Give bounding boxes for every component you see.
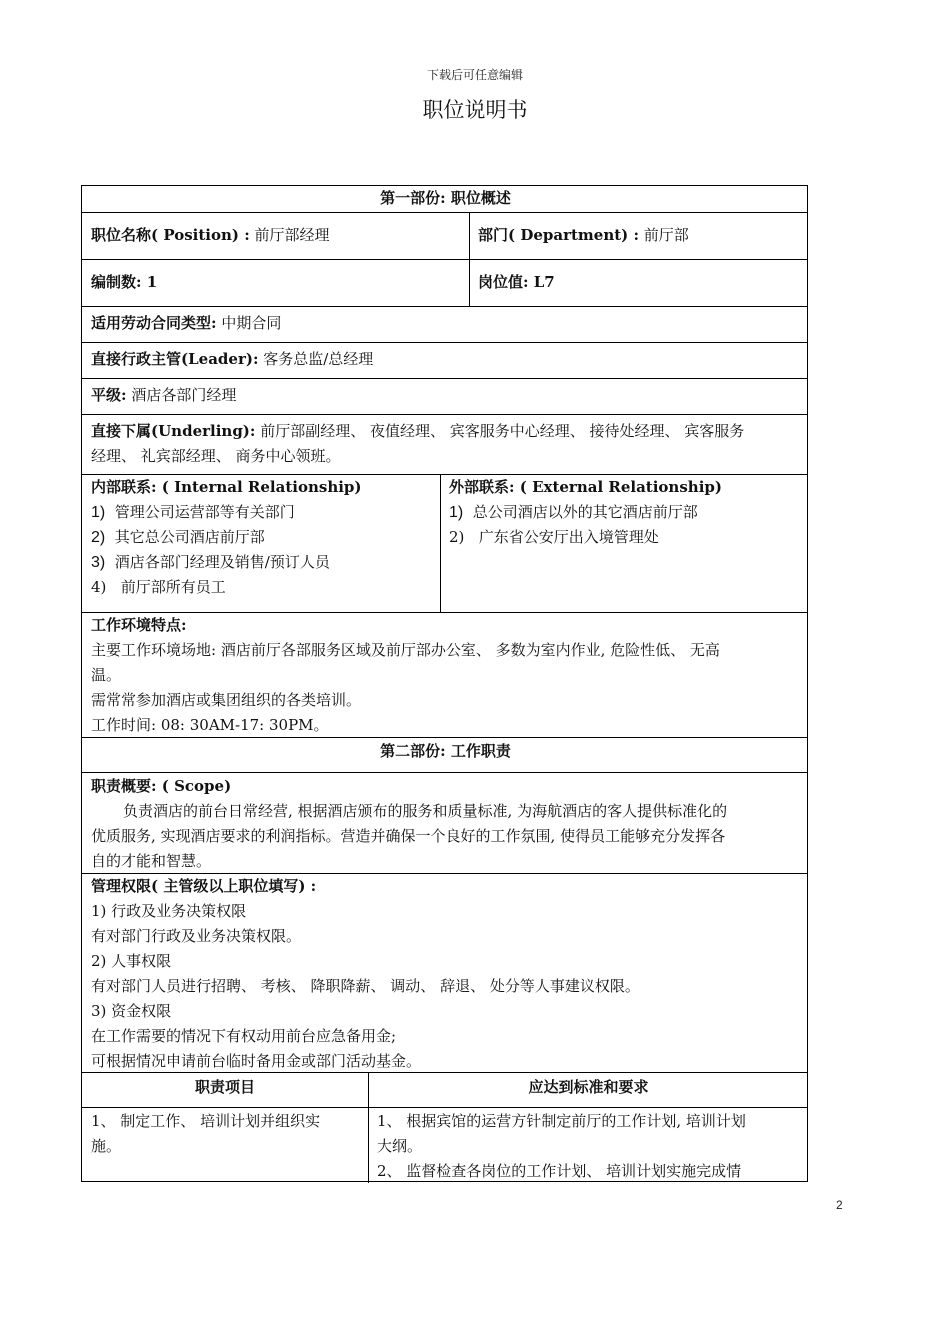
authority-cell <box>82 874 809 1074</box>
scope-line: 负责酒店的前台日常经营, 根据酒店颁布的服务和质量标准, 为海航酒店的客人提供标准化的 <box>123 802 728 820</box>
internal-item <box>91 525 431 550</box>
leader-cell <box>82 347 809 372</box>
job-description-table <box>81 185 808 1182</box>
environment-line: 主要工作环境场地: 酒店前厅各部服务区域及前厅部办公室、 多数为室内作业, 危险性低、 无高 <box>91 641 720 659</box>
external-item <box>449 500 800 525</box>
environment-line: 需常常参加酒店或集团组织的各类培训。 <box>91 691 362 709</box>
authority-line: 在工作需要的情况下有权动用前台应急备用金; <box>91 1027 397 1045</box>
internal-item-text: 酒店各部门经理及销售/预订人员 <box>114 553 330 571</box>
internal-item <box>91 550 431 575</box>
external-item <box>449 525 800 550</box>
duty-standard-cell <box>368 1109 809 1184</box>
part2-heading: 第二部份: 工作职责 <box>380 742 511 760</box>
peer-cell <box>82 383 809 408</box>
scope-label: 职责概要: ( Scope) <box>91 777 232 795</box>
rule <box>82 414 807 415</box>
scope-cell <box>82 774 809 874</box>
grade-label: 岗位值: L7 <box>478 273 555 291</box>
environment-line: 工作时间: 08: 30AM-17: 30PM。 <box>91 716 329 734</box>
environment-cell <box>82 613 809 738</box>
rule <box>82 378 807 379</box>
external-item-number: 2) <box>449 528 465 546</box>
authority-line: 3) 资金权限 <box>91 1002 172 1020</box>
duty-standard-line: 2、 监督检查各岗位的工作计划、 培训计划实施完成情 <box>377 1162 742 1180</box>
part1-heading: 第一部份: 职位概述 <box>380 189 511 207</box>
department-cell <box>469 223 809 248</box>
rule <box>82 212 807 213</box>
document-title: 职位说明书 <box>422 98 528 122</box>
position-label: 职位名称( Position) : <box>91 226 250 244</box>
scope-line: 优质服务, 实现酒店要求的利润指标。营造并确保一个良好的工作氛围, 使得员工能够充分发挥各 <box>91 827 726 845</box>
leader-label: 直接行政主管(Leader): <box>91 350 259 368</box>
rule <box>82 1107 807 1108</box>
department-value: 前厅部 <box>639 226 689 244</box>
department-label: 部门( Department) : <box>478 226 640 244</box>
leader-value: 客务总监/总经理 <box>258 350 374 368</box>
underling-value-line1: 前厅部副经理、 夜值经理、 宾客服务中心经理、 接待处经理、 宾客服务 <box>255 422 745 440</box>
environment-line: 温。 <box>91 666 122 684</box>
rule <box>82 306 807 307</box>
duty-standard-line: 大纲。 <box>377 1137 423 1155</box>
rule <box>82 772 807 773</box>
duty-item-line: 1、 制定工作、 培训计划并组织实 <box>91 1112 321 1130</box>
duty-item-cell <box>82 1109 368 1159</box>
scope-line: 自的才能和智慧。 <box>91 852 212 870</box>
duty-item-header: 职责项目 <box>194 1078 255 1096</box>
environment-label: 工作环境特点: <box>91 616 187 634</box>
authority-label: 管理权限( 主管级以上职位填写) : <box>91 877 317 895</box>
internal-item-number: 3) <box>91 554 106 571</box>
internal-item-number: 2) <box>91 529 106 546</box>
underling-label: 直接下属(Underling): <box>91 422 256 440</box>
headcount-label: 编制数: 1 <box>91 273 158 291</box>
internal-item-text: 前厅部所有员工 <box>120 578 226 596</box>
internal-item-number: 4) <box>91 578 107 596</box>
authority-line: 2) 人事权限 <box>91 952 172 970</box>
authority-line: 1) 行政及业务决策权限 <box>91 902 247 920</box>
internal-item <box>91 500 431 525</box>
contract-value: 中期合同 <box>216 314 282 332</box>
internal-item-text: 其它总公司酒店前厅部 <box>114 528 265 546</box>
external-item-text: 总公司酒店以外的其它酒店前厅部 <box>472 503 698 521</box>
header-note: 下载后可任意编辑 <box>426 68 523 82</box>
page-number: 2 <box>836 1198 843 1212</box>
peer-label: 平级: <box>91 386 127 404</box>
authority-line: 可根据情况申请前台临时备用金或部门活动基金。 <box>91 1052 422 1070</box>
external-item-text: 广东省公安厅出入境管理处 <box>478 528 659 546</box>
internal-item <box>91 575 431 600</box>
underling-value-line2: 经理、 礼宾部经理、 商务中心领班。 <box>91 447 341 465</box>
internal-item-number: 1) <box>91 504 106 521</box>
authority-line: 有对部门人员进行招聘、 考核、 降职降薪、 调动、 辞退、 处分等人事建议权限。 <box>91 977 640 995</box>
authority-line: 有对部门行政及业务决策权限。 <box>91 927 302 945</box>
internal-label: 内部联系: ( Internal Relationship) <box>91 478 362 496</box>
internal-relationship-cell <box>82 475 440 600</box>
rule <box>82 259 807 260</box>
internal-item-text: 管理公司运营部等有关部门 <box>114 503 295 521</box>
peer-value: 酒店各部门经理 <box>126 386 237 404</box>
position-cell <box>82 223 469 248</box>
external-label: 外部联系: ( External Relationship) <box>449 478 722 496</box>
contract-label: 适用劳动合同类型: <box>91 314 217 332</box>
external-relationship-cell <box>440 475 809 550</box>
rule <box>82 342 807 343</box>
duty-standard-line: 1、 根据宾馆的运营方针制定前厅的工作计划, 培训计划 <box>377 1112 746 1130</box>
external-item-number: 1) <box>449 504 464 521</box>
underling-cell <box>82 419 809 469</box>
duty-item-line: 施。 <box>91 1137 122 1155</box>
position-value: 前厅部经理 <box>249 226 330 244</box>
contract-cell <box>82 311 809 336</box>
duty-standard-header: 应达到标准和要求 <box>528 1078 649 1096</box>
